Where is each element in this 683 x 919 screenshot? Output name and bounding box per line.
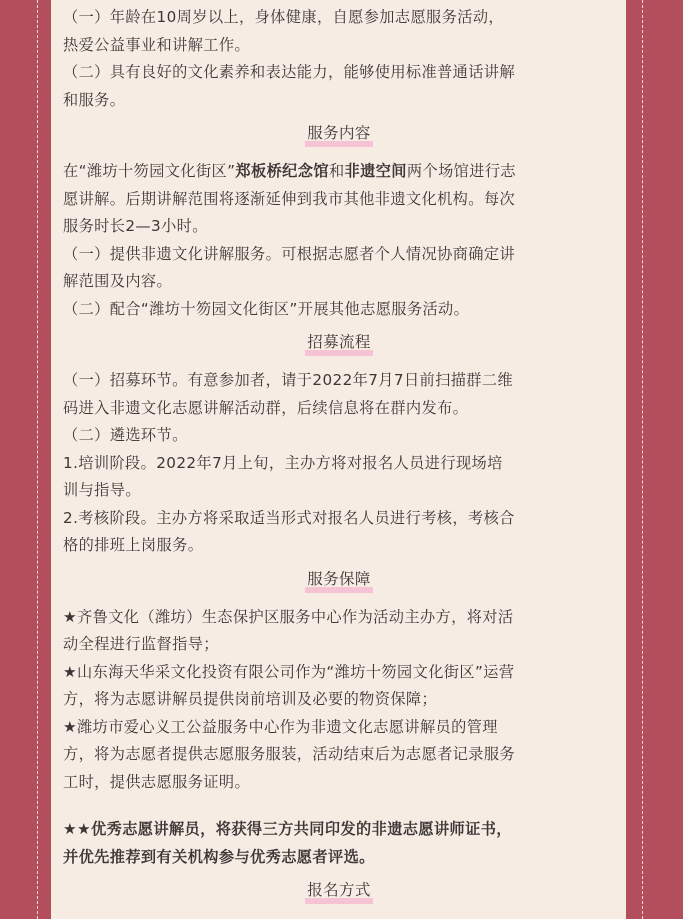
content-line-5: 解范围及内容。 — [63, 272, 173, 290]
venue-zhengbanqiao: 郑板桥纪念馆 — [235, 162, 329, 180]
content-line-2: 愿讲解。后期讲解范围将逐渐延伸到我市其他非遗文化机构。每次 — [63, 189, 516, 208]
recruit-line-4: 1.培训阶段。2022年7月上旬，主办方将对报名人员进行现场培 — [63, 453, 503, 472]
content-line-6: （二）配合“潍坊十笏园文化街区”开展其他志愿服务活动。 — [63, 299, 470, 318]
eligibility-line-2: 热爱公益事业和讲解工作。 — [63, 35, 251, 54]
award-line-1: ★★优秀志愿讲解员，将获得三方共同印发的非遗志愿讲师证书， — [63, 820, 512, 838]
eligibility-line-1: （一）年龄在10周岁以上，身体健康，自愿参加志愿服务活动， — [63, 8, 504, 26]
service-content-heading-wrap — [63, 122, 615, 150]
right-border-dashes — [642, 0, 643, 919]
recruit-heading-wrap — [63, 331, 615, 359]
signup-heading: 报名方式 — [307, 881, 371, 899]
left-border-dashes — [37, 0, 38, 919]
article-body — [63, 4, 615, 915]
support-line-5: ★潍坊市爱心义工公益服务中心作为非遗文化志愿讲解员的管理 — [63, 717, 498, 736]
eligibility-line-3: （二）具有良好的文化素养和表达能力，能够使用标准普通话讲解 — [63, 63, 516, 81]
content-intro-line: 在“潍坊十笏园文化街区”郑板桥纪念馆和非遗空间两个场馆进行志 — [63, 162, 517, 180]
support-line-1: ★齐鲁文化（潍坊）生态保护区服务中心作为活动主办方，将对活 — [63, 607, 514, 626]
recruit-line-2: 码进入非遗文化志愿讲解活动群，后续信息将在群内发布。 — [63, 398, 469, 417]
support-heading: 服务保障 — [307, 569, 371, 588]
support-line-4: 方，将为志愿讲解员提供岗前培训及必要的物资保障； — [63, 690, 438, 708]
support-line-2: 动全程进行监督指导； — [63, 635, 219, 653]
venue-feiyi-space: 非遗空间 — [344, 162, 407, 180]
signup-heading-wrap — [63, 879, 615, 907]
eligibility-line-4: 和服务。 — [63, 90, 126, 109]
recruit-heading: 招募流程 — [307, 333, 371, 351]
recruit-line-1: （一）招募环节。有意参加者，请于2022年7月7日前扫描群二维 — [63, 371, 514, 389]
support-line-7: 工时，提供志愿服务证明。 — [63, 772, 251, 791]
recruit-line-3: （二）遴选环节。 — [63, 426, 188, 444]
content-line-3: 服务时长2—3小时。 — [63, 217, 208, 235]
award-line-2: 并优先推荐到有关机构参与优秀志愿者评选。 — [63, 847, 375, 866]
support-heading-wrap — [63, 568, 615, 596]
service-content-heading: 服务内容 — [307, 124, 371, 142]
recruit-line-7: 格的排班上岗服务。 — [63, 536, 204, 554]
spacer — [63, 796, 615, 816]
support-line-6: 方，将为志愿者提供志愿服务服装，活动结束后为志愿者记录服务 — [63, 745, 516, 763]
support-line-3: ★山东海天华采文化投资有限公司作为“潍坊十笏园文化街区”运营 — [63, 662, 515, 681]
content-line-4: （一）提供非遗文化讲解服务。可根据志愿者个人情况协商确定讲 — [63, 244, 516, 263]
recruit-line-5: 训与指导。 — [63, 481, 141, 499]
recruit-line-6: 2.考核阶段。主办方将采取适当形式对报名人员进行考核，考核合 — [63, 508, 515, 527]
